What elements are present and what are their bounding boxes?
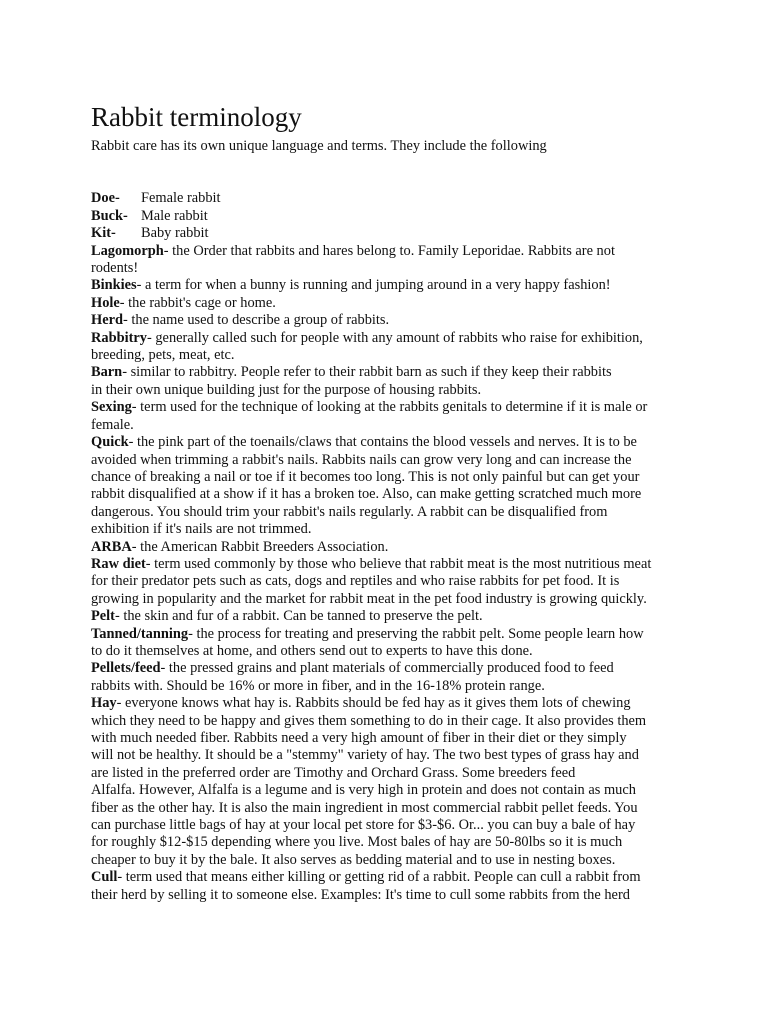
glossary-term: Buck- [91, 207, 128, 224]
glossary-definition: breeding, pets, meat, etc. [91, 347, 235, 364]
glossary-definition: for their predator pets such as cats, dogs and reptiles and who raise rabbits for pet food. It is [91, 573, 620, 590]
glossary-definition: rodents! [91, 260, 139, 277]
glossary-line [91, 452, 691, 469]
glossary-definition: - the process for treating and preserving the rabbit pelt. Some people learn how [188, 625, 644, 642]
glossary-definition: - term used commonly by those who believe that rabbit meat is the most nutritious meat [145, 555, 652, 572]
glossary-definition: - similar to rabbitry. People refer to their rabbit barn as such if they keep their rabbits [122, 364, 612, 381]
glossary-line [91, 399, 691, 416]
glossary-definition: - the skin and fur of a rabbit. Can be tanned to preserve the pelt. [114, 608, 483, 625]
glossary-definition: - the Order that rabbits and hares belong to. Family Leporidae. Rabbits are not [163, 242, 615, 259]
glossary-term: Raw diet [91, 555, 146, 572]
glossary-entry [91, 330, 691, 365]
glossary-term: Tanned/tanning [91, 625, 189, 642]
glossary-definition: - a term for when a bunny is running and jumping around in a very happy fashion! [136, 277, 611, 294]
glossary-definition: are listed in the preferred order are Timothy and Orchard Grass. Some breeders feed [91, 764, 576, 781]
glossary-term: Rabbitry [91, 329, 147, 346]
glossary-term: Doe- [91, 190, 120, 207]
glossary-line [91, 382, 691, 399]
glossary-line [91, 678, 691, 695]
glossary-definition: rabbit disqualified at a show if it has a broken toe. Also, can make getting scratched much more [91, 486, 642, 503]
page-title: Rabbit terminology [91, 102, 302, 132]
glossary-line [91, 260, 691, 277]
glossary-line [91, 800, 691, 817]
glossary-line [91, 504, 691, 521]
glossary-term: Kit- [91, 225, 116, 242]
glossary-definition: rabbits with. Should be 16% or more in fiber, and in the 16-18% protein range. [91, 677, 545, 694]
glossary-definition: avoided when trimming a rabbit's nails. Rabbits nails can grow very long and can increase the [91, 451, 632, 468]
glossary-entry [91, 695, 691, 869]
glossary-line [91, 834, 691, 851]
glossary-line [91, 434, 691, 451]
glossary-definition: Male rabbit [141, 207, 208, 224]
glossary-definition: Female rabbit [141, 190, 221, 207]
glossary-definition: - the pink part of the toenails/claws that contains the blood vessels and nerves. It is to be [128, 434, 637, 451]
glossary-definition: exhibition if it's nails are not trimmed. [91, 521, 312, 538]
glossary-list [91, 243, 691, 904]
glossary-term: Cull [91, 869, 118, 886]
short-term-list [91, 190, 691, 242]
glossary-line [91, 364, 691, 381]
glossary-definition: - generally called such for people with any amount of rabbits who raise for exhibition, [146, 329, 643, 346]
glossary-definition: with much needed fiber. Rabbits need a very high amount of fiber in their diet or they simply [91, 730, 627, 746]
glossary-definition: for roughly $12-$15 depending where you live. Most bales of hay are 50-80lbs so it is much [91, 834, 623, 851]
glossary-term: Binkies [91, 277, 137, 294]
glossary-term: Herd [91, 312, 123, 329]
glossary-entry [91, 225, 691, 242]
glossary-line [91, 660, 691, 677]
intro-paragraph: Rabbit care has its own unique language and terms. They include the following [91, 138, 547, 154]
glossary-line [91, 608, 691, 625]
glossary-entry [91, 556, 691, 608]
glossary-line [91, 869, 691, 886]
glossary-entry [91, 190, 691, 207]
glossary-line [91, 243, 691, 260]
glossary-entry [91, 539, 691, 556]
glossary-definition: - everyone knows what hay is. Rabbits should be fed hay as it gives them lots of chewing [116, 695, 631, 712]
glossary-line [91, 417, 691, 434]
glossary-line [91, 539, 691, 556]
glossary-definition: dangerous. You should trim your rabbit's nails regularly. A rabbit can be disqualified from [91, 503, 608, 520]
glossary-line [91, 626, 691, 643]
glossary-line [91, 486, 691, 503]
glossary-definition: cheaper to buy it by the bale. It also serves as bedding material and to use in nesting boxes. [91, 851, 616, 868]
glossary-line [91, 556, 691, 573]
glossary-term: Hay [91, 695, 117, 712]
glossary-line [91, 695, 691, 712]
glossary-definition: to do it themselves at home, and others send out to experts to have this done. [91, 642, 533, 659]
glossary-entry [91, 208, 691, 225]
glossary-definition: - term used for the technique of looking at the rabbits genitals to determine if it is male or [131, 399, 648, 416]
glossary-definition: chance of breaking a nail or toe if it becomes too long. This is not only painful but can get your [91, 468, 640, 485]
glossary-entry [91, 277, 691, 294]
glossary-line [91, 573, 691, 590]
glossary-line [91, 330, 691, 347]
glossary-definition: their herd by selling it to someone else. Examples: It's time to cull some rabbits from the herd [91, 886, 630, 903]
glossary-term: Barn [91, 364, 123, 381]
document-page [91, 102, 691, 904]
glossary-definition: Alfalfa. However, Alfalfa is a legume and is very high in protein and does not contain as much [91, 782, 636, 799]
glossary-definition: which they need to be happy and gives them something to do in their cage. It also provides them [91, 712, 647, 729]
glossary-entry [91, 243, 691, 278]
glossary-entry [91, 295, 691, 312]
glossary-entry [91, 660, 691, 695]
glossary-entry [91, 608, 691, 625]
glossary-definition: - the name used to describe a group of rabbits. [122, 312, 390, 329]
glossary-line [91, 521, 691, 538]
glossary-entry [91, 434, 691, 538]
glossary-definition: in their own unique building just for the purpose of housing rabbits. [91, 381, 482, 398]
glossary-entry [91, 399, 691, 434]
glossary-entry [91, 869, 691, 904]
glossary-line [91, 277, 691, 294]
glossary-definition: - the rabbit's cage or home. [119, 294, 276, 311]
glossary-definition: growing in popularity and the market for rabbit meat in the pet food industry is growing quickly. [91, 590, 647, 607]
glossary-entry [91, 312, 691, 329]
glossary-line [91, 817, 691, 834]
glossary-term: Pelt [91, 608, 115, 625]
glossary-line [91, 765, 691, 782]
glossary-line [91, 747, 691, 764]
glossary-line [91, 347, 691, 364]
glossary-line [91, 643, 691, 660]
glossary-term: ARBA [91, 538, 132, 555]
glossary-term: Hole [91, 294, 120, 311]
glossary-line [91, 887, 691, 904]
glossary-term: Quick [91, 434, 129, 451]
glossary-entry [91, 364, 691, 399]
glossary-definition: can purchase little bags of hay at your local pet store for $3-$6. Or... you can buy a bale of hay [91, 817, 636, 834]
glossary-line [91, 782, 691, 799]
glossary-definition: fiber as the other hay. It is also the main ingredient in most commercial rabbit pellet feeds. You [91, 799, 638, 816]
glossary-line [91, 591, 691, 608]
glossary-definition: female. [91, 416, 134, 433]
glossary-term: Sexing [91, 399, 132, 416]
glossary-line [91, 312, 691, 329]
glossary-line [91, 730, 691, 747]
glossary-line [91, 469, 691, 486]
glossary-definition: - the American Rabbit Breeders Association. [131, 538, 389, 555]
glossary-line [91, 852, 691, 869]
glossary-definition: - the pressed grains and plant materials of commercially produced food to feed [160, 660, 614, 677]
glossary-definition: will not be healthy. It should be a "stemmy" variety of hay. The two best types of grass hay and [91, 747, 639, 764]
glossary-line [91, 295, 691, 312]
glossary-term: Lagomorph [91, 242, 164, 259]
glossary-term: Pellets/feed [91, 660, 161, 677]
glossary-line [91, 713, 691, 730]
glossary-definition: Baby rabbit [141, 225, 209, 242]
glossary-entry [91, 626, 691, 661]
glossary-definition: - term used that means either killing or getting rid of a rabbit. People can cull a rabbit from [117, 869, 641, 886]
